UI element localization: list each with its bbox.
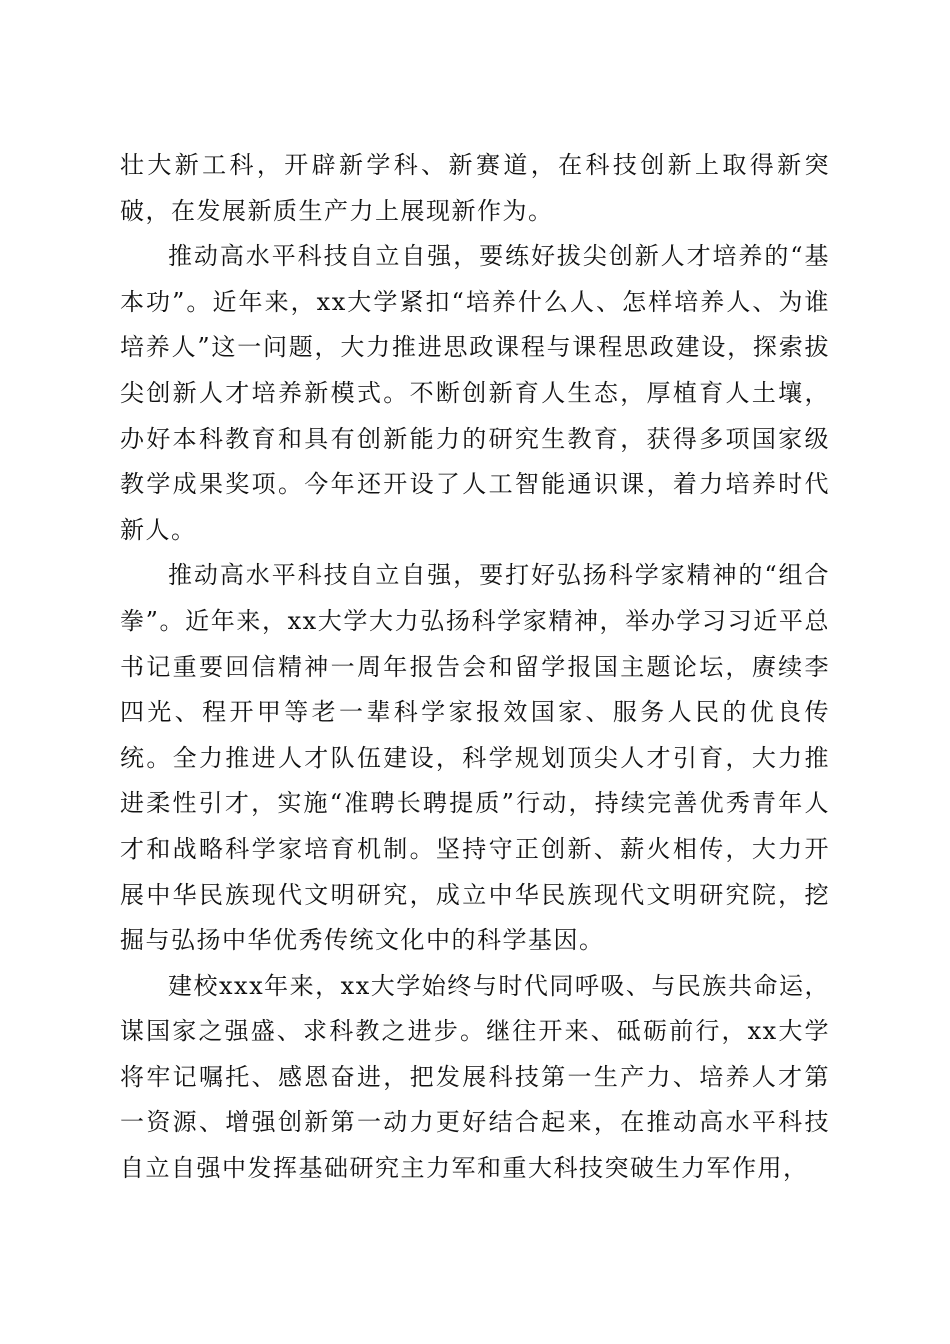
paragraph-university-history: 建校xxx年来，xx大学始终与时代同呼吸、与民族共命运，谋国家之强盛、求科教之进步。继往开来、砥砺前行，xx大学将牢记嘱托、感恩奋进，把发展科技第一生产力、培养人才第一资源、增强创新第一动力更好结合起来，在推动高水平科技自立自强中发挥基础研究主力军和重大科技突破生力军作用， <box>120 971 830 1183</box>
document-body <box>120 143 830 1192</box>
paragraph-talent-cultivation: 推动高水平科技自立自强，要练好拔尖创新人才培养的“基本功”。近年来，xx大学紧扣“培养什么人、怎样培养人、为谁培养人”这一问题，大力推进思政课程与课程思政建设，探索拔尖创新人才培养新模式。不断创新育人生态，厚植育人土壤，办好本科教育和具有创新能力的研究生教育，获得多项国家级教学成果奖项。今年还开设了人工智能通识课，着力培养时代新人。 <box>120 242 830 544</box>
paragraph-continuation: 壮大新工科，开辟新学科、新赛道，在科技创新上取得新突破，在发展新质生产力上展现新作为。 <box>120 151 830 225</box>
paragraph-scientist-spirit: 推动高水平科技自立自强，要打好弘扬科学家精神的“组合拳”。近年来，xx大学大力弘扬科学家精神，举办学习习近平总书记重要回信精神一周年报告会和留学报国主题论坛，赓续李四光、程开甲等老一辈科学家报效国家、服务人民的优良传统。全力推进人才队伍建设，科学规划顶尖人才引育，大力推进柔性引才，实施“准聘长聘提质”行动，持续完善优秀青年人才和战略科学家培育机制。坚持守正创新、薪火相传，大力开展中华民族现代文明研究，成立中华民族现代文明研究院，挖掘与弘扬中华优秀传统文化中的科学基因。 <box>120 561 830 955</box>
